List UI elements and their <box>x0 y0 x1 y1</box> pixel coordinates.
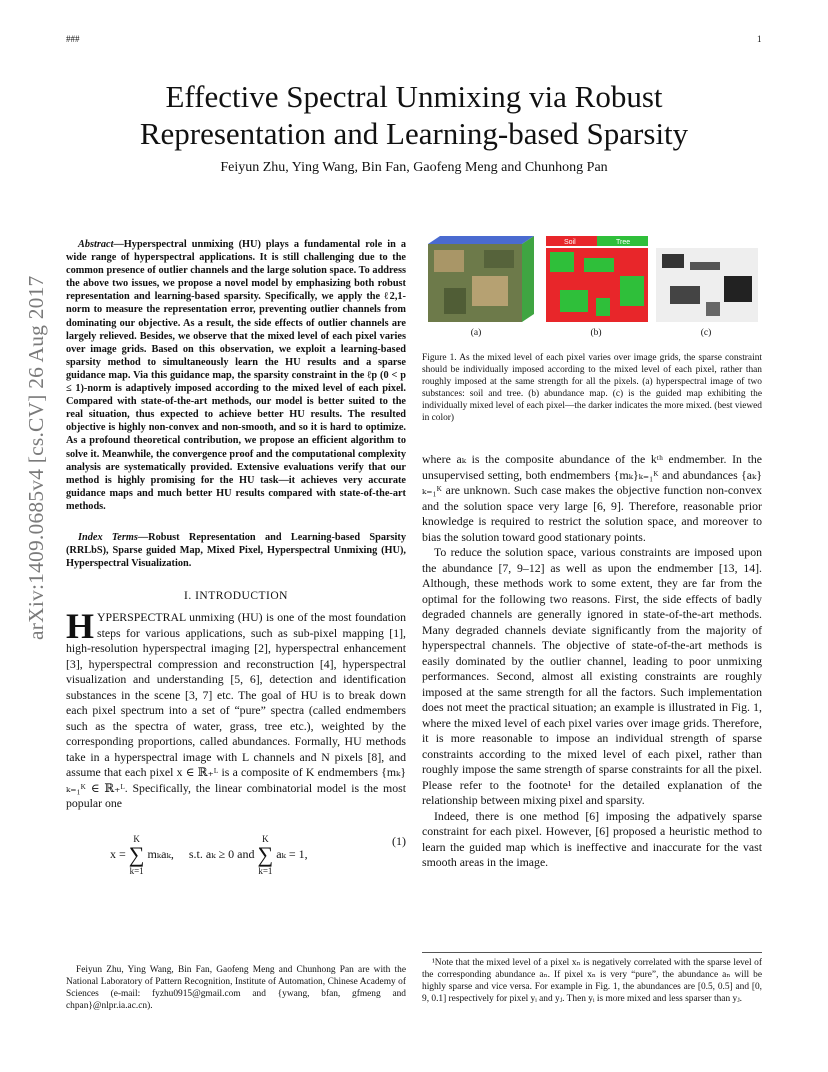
sum-symbol-1: K ∑ k=1 <box>128 833 145 876</box>
drop-cap: H <box>66 606 95 647</box>
author-list: Feiyun Zhu, Ying Wang, Bin Fan, Gaofeng Meng and Chunhong Pan <box>220 160 608 175</box>
guided-map-image <box>656 248 758 322</box>
abstract <box>66 238 406 513</box>
hyperspectral-cube-image <box>428 236 534 322</box>
right-paragraph-1: where aₖ is the composite abundance of the kᵗʰ endmember. In the unsupervised setting, both endmembers {mₖ}ₖ₌₁ᴷ and abundances {aₖ}ₖ₌₁ᴷ are unknown. Such case makes the objective function non-convex and the solution space very large [6, 9]. Therefore, reasonable prior knowledge is required to restrict the solution space, and moreover to bias the solution toward good stationary points. <box>422 452 762 544</box>
section-heading-introduction: I. INTRODUCTION <box>184 590 288 603</box>
affiliation-footnote: Feiyun Zhu, Ying Wang, Bin Fan, Gaofeng Meng and Chunhong Pan are with the National Laboratory of Pattern Recognition, Institute of Automation, Chinese Academy of Sciences (e-mail: fyzhu0915@gmail.com and {ywang, bfan, gfmeng and chpan}@nlpr.ia.ac.cn). <box>66 965 406 1011</box>
abstract-text: —Hyperspectral unmixing (HU) plays a fundamental role in a wide range of hyperspectral applications. It is still challenging due to the common presence of outlier channels and the large solution space. To address the above two issues, we propose a novel model by emphasizing both robust representation and learning-based sparsity. Specifically, we apply the ℓ2,1-norm to measure the representation error, preventing outlier channels from dominating our objective. As a result, the side effects of outlier channels are largely relieved. Besides, we observe that the mixed level of each pixel varies over image grids. Based on this observation, we exploit a learning-based sparsity method to simultaneously learn the HU results and a sparse guidance map. Via this guidance map, the sparsity constraint in the ℓp (0 < p ≤ 1)-norm is adaptively imposed according to the mixed level of each pixel. Compared with state-of-the-art methods, our model is better suited to the real situation, thus expected to achieve better HU results. The resulted objective is highly non-convex and non-smooth, and so it is hard to optimize. As a profound theoretical contribution, we propose an efficient algorithm to solve it. Meanwhile, the convergence proof and the computational complexity analysis are systematically provided. Extensive evaluations verify that our method is highly promising for the HU task—it achieves very accurate guidance maps and much better HU results compared with state-of-the-art methods. <box>66 239 406 512</box>
index-terms-label: Index Terms <box>78 531 138 543</box>
title-line-2: Representation and Learning-based Sparsity <box>139 116 689 151</box>
page-number: 1 <box>757 34 762 44</box>
equation-constraint: s.t. aₖ ≥ 0 and <box>188 846 255 861</box>
equation-body <box>110 834 308 876</box>
equation-term-2: aₖ = 1, <box>276 846 308 861</box>
sparsity-footnote: ¹Note that the mixed level of a pixel xₙ is negatively correlated with the sparse level of the corresponding abundance aₙ. If pixel xₙ is very “pure”, the abundance aₙ will be highly sparse and vice versa. For example in Fig. 1, the abundances are [0.5, 0.5] and [0, 9, 0.1] respectively for pixel yᵢ and yⱼ. Then yᵢ is more mixed and less sparser than yⱼ. <box>422 952 762 1005</box>
equation-number: (1) <box>392 833 406 848</box>
equation-1 <box>66 818 406 876</box>
figure-label-c: (c) <box>700 328 712 338</box>
abundance-map-image <box>546 236 648 322</box>
figure-label-a: (a) <box>470 328 482 338</box>
figure-1 <box>424 236 762 348</box>
equation-lhs: x = <box>110 846 126 861</box>
arxiv-identifier: arXiv:1409.0685v4 [cs.CV] 26 Aug 2017 <box>24 275 48 640</box>
index-terms-text: —Robust Representation and Learning-based Sparsity (RRLbS), Sparse guided Map, Mixed Pixel, Hyperspectral Unmixing (HU), Hyperspectral Visualization. <box>66 531 406 570</box>
sum-symbol-2: K ∑ k=1 <box>257 833 274 876</box>
intro-text: YPERSPECTRAL unmixing (HU) is one of the most foundation steps for various applications, such as sub-pixel mapping [1], high-resolution hyperspectral imaging [2], hyperspectral enhancement [3], hyperspectral compression and reconstruction [4], hyperspectral visualization and understanding [5, 6], detection and identification substances in the scene [3, 7] etc. The goal of HU is to break down each pixel spectrum into a set of “pure” spectra (called endmembers such as the spectra of water, grass, tree etc.), weighted by the corresponding proportions, called abundances. Formally, HU methods take in a hyperspectral image with L channels and N pixels [8], and assume that each pixel x ∈ ℝ₊ᴸ is a composite of K endmembers {mₖ}ₖ₌₁ᴷ ∈ ℝ₊ᴸ. Specifically, the linear combinatorial model is the most popular one <box>66 610 406 811</box>
right-paragraph-3: Indeed, there is one method [6] imposing the adpatively sparse constraint for each pixel. However, [6] proposed a heuristic method to learn the guided map which is ineffective and inaccurate for the vast smooth areas in the image. <box>422 808 762 869</box>
paper-title <box>90 78 738 152</box>
left-column <box>66 238 406 876</box>
intro-paragraph <box>66 606 406 812</box>
legend-tree: Tree <box>616 239 631 246</box>
right-column <box>422 452 762 871</box>
index-terms <box>66 531 406 570</box>
equation-term: mₖaₖ, <box>147 846 174 861</box>
figure-1-caption: Figure 1. As the mixed level of each pixel varies over image grids, the sparse constraint should be individually imposed according to the mixed level of each pixel, rather than roughly imposed at the same strength for all the pixels. (a) hyperspectral image of two substances: soil and tree. (b) abundance map. (c) is the guided map exhibiting the individually mixed level of each pixel—the darker indicates the more mixed. (best viewed in color) <box>422 353 762 423</box>
title-line-1: Effective Spectral Unmixing via Robust <box>165 79 663 114</box>
abstract-label: Abstract <box>78 239 114 250</box>
running-header: ### <box>66 34 80 44</box>
right-paragraph-2: To reduce the solution space, various constraints are imposed upon the abundance [7, 9–12] as well as upon the endmember [13, 14]. Although, these methods work to some extent, they are far from the optimal for the following two reasons. First, the side effects of badly degraded channels are generally ignored in state-of-the-art methods. Many degraded channels deviate significantly from the majority of hyperspectral channels. The objective of state-of-the-art methods is easily dominated by the outlier channel, leading to poor unmixing performances. Second, almost all existing constraints are roughly imposed at the same strength for all the factors. Such implementation does not meet the practical situation; an example is illustrated in Fig. 1, where the mixed level of each pixel varies over image grids. Therefore, it is more reasonable to impose an individual strength of sparse constraints according to the mixed level of each pixel, rather than roughly impose the same strength of sparse constraints for all the pixel. Please refer to the footnote¹ for the detailed explanation of the relationship between mixing pixel and sparsity. <box>422 545 762 807</box>
legend-soil: Soil <box>564 239 576 246</box>
figure-label-b: (b) <box>590 328 602 338</box>
